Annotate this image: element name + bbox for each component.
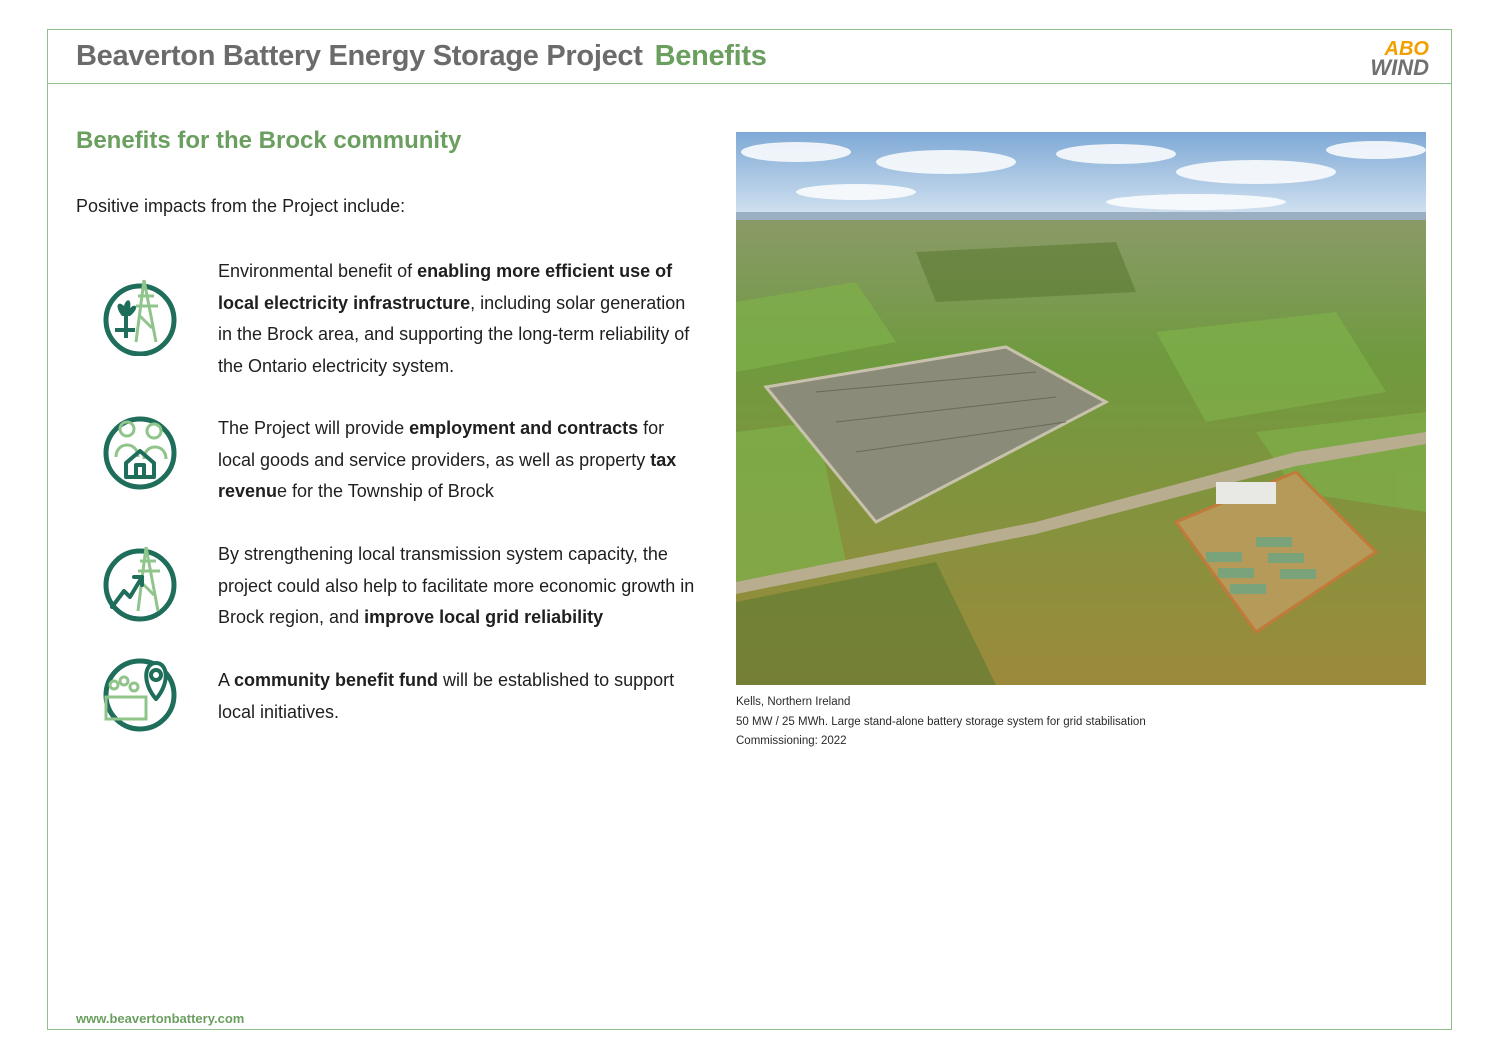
section-heading: Benefits for the Brock community	[76, 127, 462, 154]
photo-caption	[736, 693, 1146, 752]
page-header	[48, 30, 1451, 84]
community-location-pin-icon	[100, 653, 180, 733]
growth-chart-tower-icon	[100, 543, 180, 623]
intro-text: Positive impacts from the Project include:	[76, 196, 406, 216]
section-name: Benefits	[654, 40, 767, 72]
people-house-icon	[100, 413, 180, 493]
caption-commissioning: Commissioning: 2022	[736, 735, 847, 747]
caption-location: Kells, Northern Ireland	[736, 696, 851, 708]
website-link[interactable]: www.beavertonbattery.com	[76, 1011, 245, 1026]
aerial-photo-battery-site	[736, 132, 1426, 685]
aerial-landscape-image	[736, 132, 1426, 685]
logo-wind-text: WIND	[1370, 55, 1429, 80]
abo-wind-logo	[1353, 38, 1429, 80]
benefit-text: Environmental benefit of enabling more efficient use of local electricity infrastructure, including solar generation in the Brock area, and supporting the long-term reliability of the Ontario electricity system.	[218, 261, 690, 376]
page-title	[76, 40, 767, 73]
benefit-text: The Project will provide employment and contracts for local goods and service providers, as well as property tax revenue for the Township of Brock	[218, 418, 677, 501]
benefit-text: By strengthening local transmission system capacity, the project could also help to facilitate more economic growth in Brock region, and improve local grid reliability	[218, 544, 695, 627]
benefit-text: A community benefit fund will be established to support local initiatives.	[218, 670, 675, 722]
transmission-tower-plant-icon	[100, 276, 180, 356]
caption-specs: 50 MW / 25 MWh. Large stand-alone battery storage system for grid stabilisation	[736, 715, 1146, 728]
logo-abo-text: ABO	[1384, 38, 1429, 60]
project-title: Beaverton Battery Energy Storage Project	[76, 40, 643, 72]
page-frame	[47, 29, 1452, 1030]
